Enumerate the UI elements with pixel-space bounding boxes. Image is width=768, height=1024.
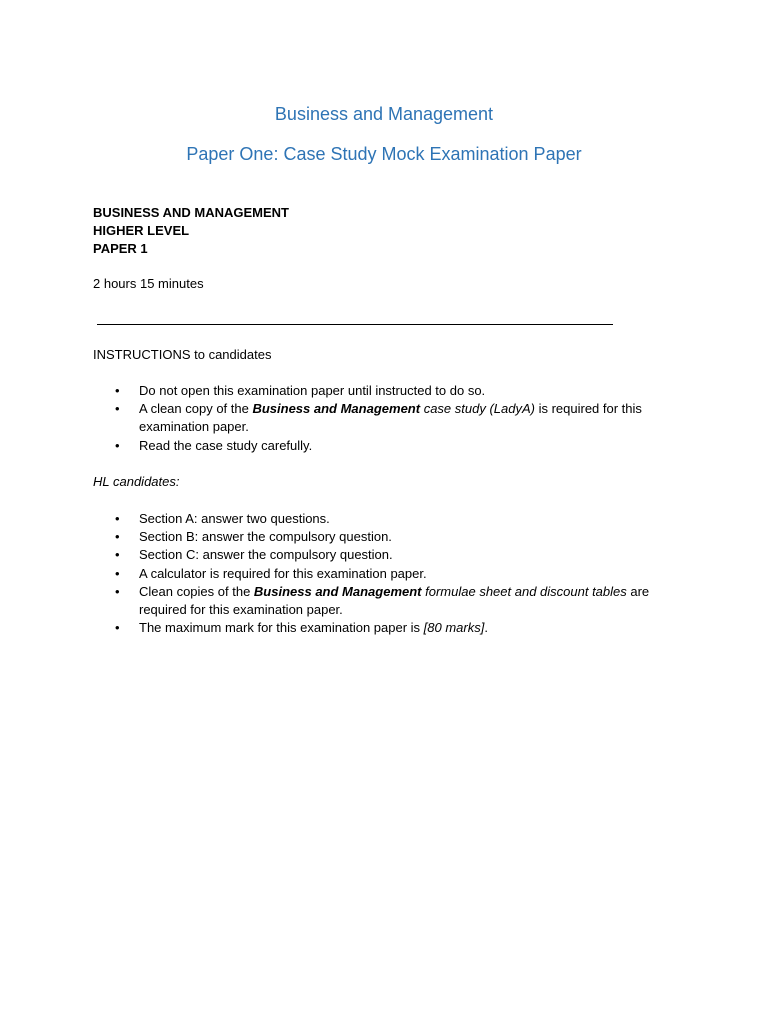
subject-title: Business and Management: [274, 104, 494, 124]
list-item-text: Read the case study carefully.: [139, 437, 313, 453]
list-item-text-post: are required for this examination paper.: [139, 583, 650, 618]
list-item: [115, 437, 675, 455]
list-item-text-pre: A clean copy of the: [139, 401, 253, 417]
list-item-text-pre: The maximum mark for this examination paper is: [139, 620, 424, 636]
meta-subject: BUSINESS AND MANAGEMENT: [93, 205, 289, 220]
list-item-text: Section B: answer the compulsory question.: [139, 529, 392, 545]
list-item-text: Do not open this examination paper until instructed to do so.: [139, 383, 486, 398]
meta-level: HIGHER LEVEL: [93, 223, 190, 238]
list-item-italic: [80 marks]: [423, 620, 485, 636]
list-item-text-post: is required for this examination paper.: [139, 401, 642, 435]
instructions-heading: INSTRUCTIONS to candidates: [93, 347, 272, 362]
horizontal-rule: [97, 324, 613, 325]
list-item-italic: case study (LadyA): [420, 401, 535, 417]
list-item-text-post: .: [484, 620, 488, 636]
list-item: [115, 400, 675, 436]
instructions-list: [115, 382, 675, 455]
meta-paper: PAPER 1: [93, 241, 148, 256]
list-item-emphasis: Business and Management: [253, 583, 422, 599]
list-item-text-pre: Clean copies of the: [139, 583, 254, 599]
list-item: [115, 546, 675, 564]
list-item: [115, 382, 675, 400]
hl-candidates-list: [115, 510, 675, 637]
list-item-text: A calculator is required for this examination paper.: [139, 565, 427, 581]
paper-title: Paper One: Case Study Mock Examination Paper: [186, 144, 582, 164]
list-item-text: Section A: answer two questions.: [139, 511, 330, 526]
list-item-emphasis: Business and Management: [252, 401, 421, 417]
list-item: [115, 619, 675, 637]
list-item: [115, 510, 675, 528]
list-item-text: Section C: answer the compulsory question.: [139, 547, 393, 563]
list-item-italic: formulae sheet and discount tables: [421, 583, 627, 599]
exam-meta: [93, 204, 289, 258]
list-item: [115, 565, 675, 583]
hl-candidates-heading: HL candidates:: [93, 474, 180, 489]
exam-duration: 2 hours 15 minutes: [93, 276, 204, 291]
list-item: [115, 583, 675, 619]
list-item: [115, 528, 675, 546]
